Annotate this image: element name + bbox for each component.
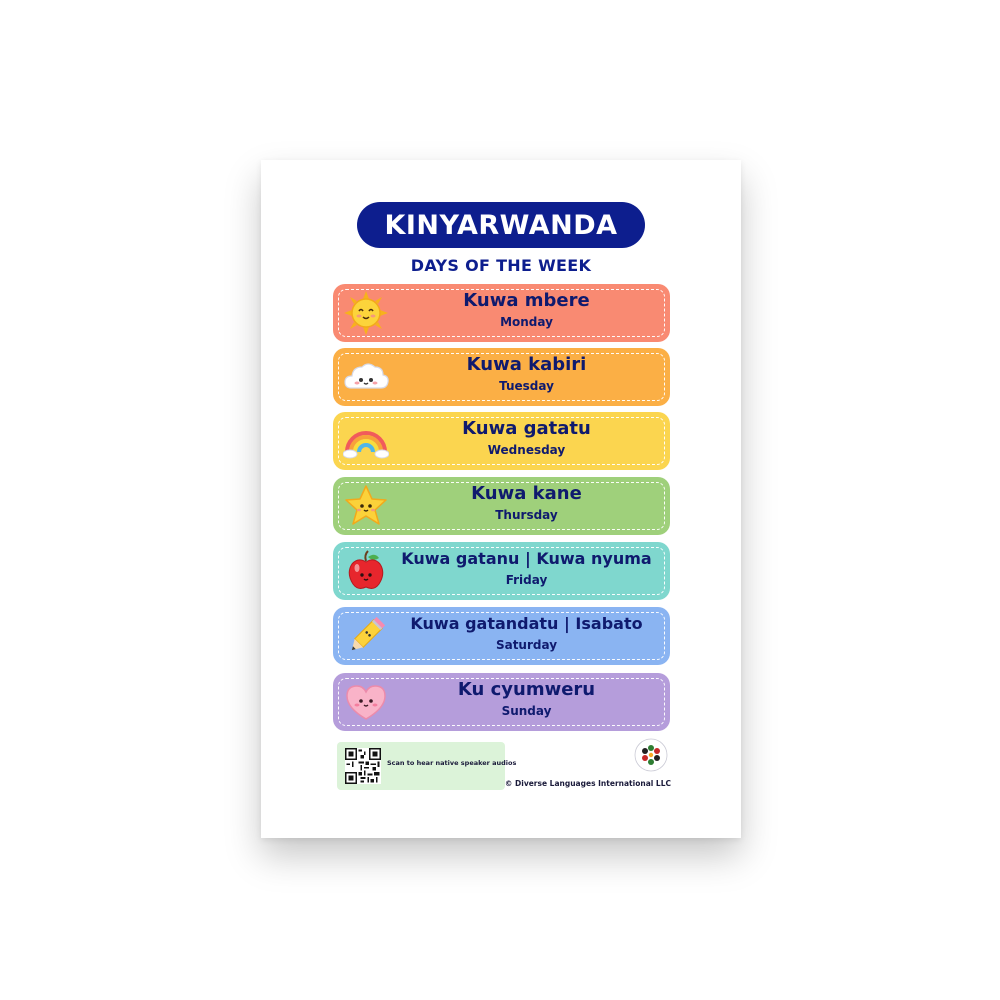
page-title: KINYARWANDA [384,209,618,241]
day-native-label: Kuwa gatanu | Kuwa nyuma [401,549,652,568]
apple-icon [343,548,389,594]
day-card-saturday [333,607,670,665]
poster [261,160,741,838]
day-card-tuesday [333,348,670,406]
day-card-monday [333,284,670,342]
day-card-thursday [333,477,670,535]
day-native-label: Kuwa kane [471,483,582,504]
qr-caption: Scan to hear native speaker audios [387,759,517,767]
day-native-label: Kuwa mbere [463,290,590,311]
day-english-label: Friday [505,573,548,587]
day-card-wednesday [333,412,670,470]
pencil-icon [343,613,389,659]
page-subtitle: DAYS OF THE WEEK [410,256,592,275]
day-card-friday [333,542,670,600]
cloud-icon [343,354,389,400]
day-native-label: Kuwa kabiri [466,354,587,375]
rainbow-icon [343,418,389,464]
day-native-label: Ku cyumweru [457,679,596,700]
heart-icon [343,679,389,725]
day-native-label: Kuwa gatandatu | Isabato [410,614,643,633]
qr-panel [337,742,517,790]
day-english-label: Thursday [495,508,558,522]
copyright-text: © Diverse Languages International LLC [504,779,671,788]
sun-icon [343,290,389,336]
day-english-label: Saturday [495,638,558,652]
title-banner [357,202,645,248]
star-icon [343,483,389,529]
day-card-sunday [333,673,670,731]
qr-code-icon[interactable] [345,748,381,784]
day-english-label: Wednesday [487,443,566,457]
company-logo-icon [634,738,668,772]
day-native-label: Kuwa gatatu [462,418,591,439]
day-english-label: Tuesday [499,379,554,393]
day-english-label: Monday [500,315,553,329]
day-english-label: Sunday [501,704,552,718]
